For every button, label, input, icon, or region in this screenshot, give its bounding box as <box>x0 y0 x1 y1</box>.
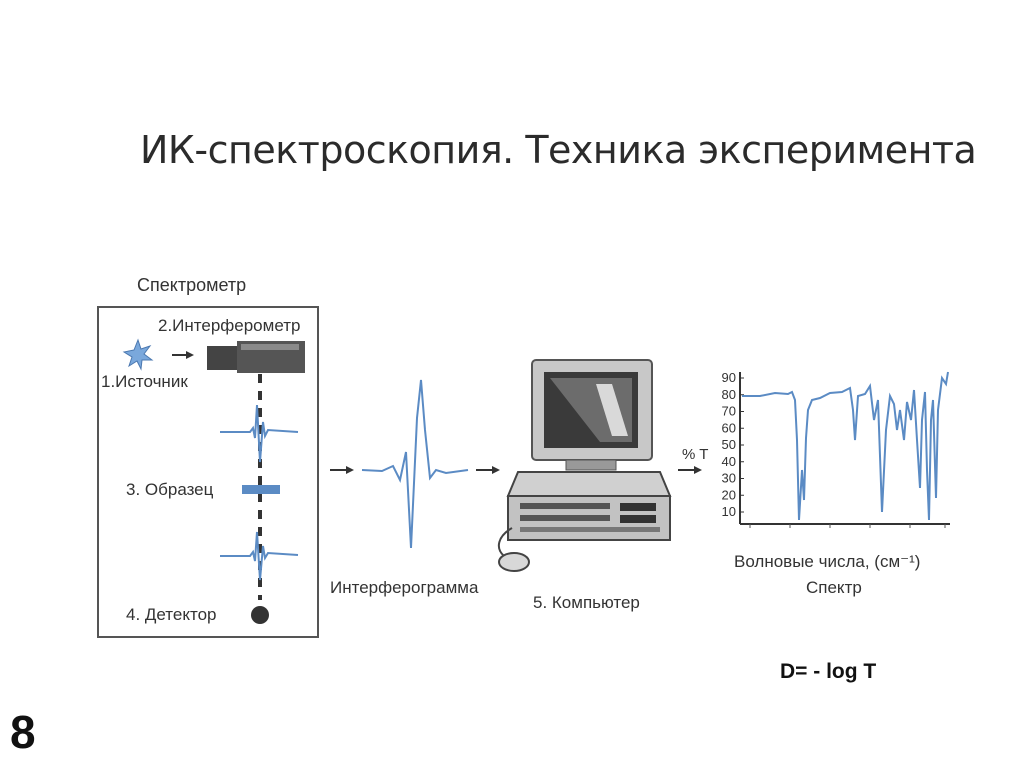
spectrometer-to-interferogram-arrow <box>330 466 354 474</box>
y-tick-label: 30 <box>721 470 736 486</box>
y-tick-label: 40 <box>721 453 736 469</box>
absorbance-formula: D= - log T <box>780 660 877 683</box>
detector-label: 4. Детектор <box>126 605 217 624</box>
interferogram-label: Интерферограмма <box>330 578 479 597</box>
interferogram-signal <box>362 380 468 548</box>
interferometer-label: 2.Интерферометр <box>158 316 301 335</box>
y-tick-label: 20 <box>721 487 736 503</box>
interferometer-icon <box>207 341 305 373</box>
interferogram-to-computer-arrow <box>476 466 500 474</box>
spectrum-trace <box>742 372 948 520</box>
y-tick-label: 50 <box>721 437 736 452</box>
y-tick-label: 80 <box>721 386 736 402</box>
source-star-icon <box>124 340 152 369</box>
source-to-interferometer-arrow <box>172 351 194 359</box>
transmittance-axis-label: % T <box>682 446 709 463</box>
wavenumber-axis-label: Волновые числа, (см⁻¹) <box>734 552 921 571</box>
y-tick-label: 60 <box>721 420 736 436</box>
spectrometer-label: Спектрометр <box>137 275 247 295</box>
sample-icon <box>242 485 280 494</box>
detector-icon <box>251 606 269 624</box>
beam-signal-lower <box>220 532 298 580</box>
y-tick-label: 90 <box>721 370 736 385</box>
source-label: 1.Источник <box>101 372 188 391</box>
slide-title: ИК-спектроскопия. Техника эксперимента <box>140 128 977 172</box>
sample-label: 3. Образец <box>126 480 214 499</box>
spectrum-plot <box>722 370 950 528</box>
y-tick-label: 70 <box>721 403 736 419</box>
slide-number: 8 <box>10 706 36 758</box>
y-tick-label: 10 <box>721 504 736 519</box>
spectrum-caption: Спектр <box>806 578 862 597</box>
computer-to-spectrum-arrow <box>678 466 702 474</box>
computer-icon <box>499 360 670 571</box>
computer-label: 5. Компьютер <box>533 593 640 612</box>
